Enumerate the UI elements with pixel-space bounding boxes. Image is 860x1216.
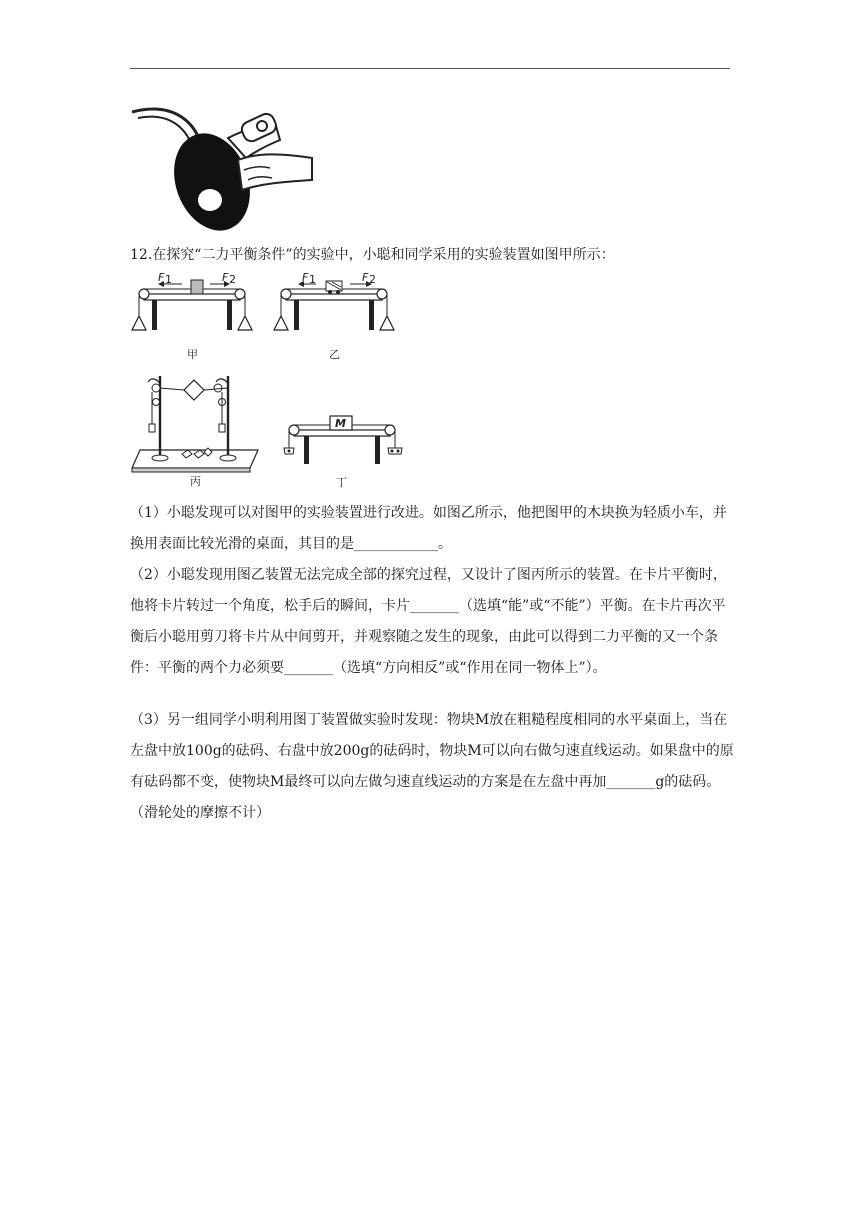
figure-ding: [282, 410, 404, 490]
hand-illustration: [130, 100, 320, 238]
figure-bing: [130, 370, 270, 488]
figure-label-ding: 丁: [336, 476, 347, 489]
figure-yi: [272, 272, 402, 364]
figure-jia: [130, 272, 260, 364]
f2-subscript: 2: [229, 273, 236, 286]
f2-label: F: [362, 272, 369, 284]
question-part-3: （3）另一组同学小明利用图丁装置做实验时发现：物块M放在粗糙程度相同的水平桌面上，当在左盘中放100g的砝码、右盘中放200g的砝码时，物块M可以向右做匀速直线运动。如果盘中的原有砝码都不变，使物块M最终可以向左做匀速直线运动的方案是在左盘中再加_______g的砝码。（滑轮处的摩擦不计）: [130, 712, 734, 821]
f1-label: F: [302, 272, 309, 284]
f2-subscript: 2: [369, 273, 376, 286]
figure-label-bing: 丙: [190, 475, 201, 488]
f1-subscript: 1: [309, 273, 316, 286]
figure-label-yi: 乙: [329, 348, 340, 361]
figure-label-jia: 甲: [187, 348, 198, 361]
question-part-2: （2）小聪发现用图乙装置无法完成全部的探究过程，又设计了图丙所示的装置。在卡片平衡时，他将卡片转过一个角度，松手后的瞬间，卡片_______（选填“能”或“不能”）平衡。在卡片再次平衡后小聪用剪刀将卡片从中间剪开，并观察随之发生的现象，由此可以得到二力平衡的又一个条件：平衡的两个力必须要_______（选填“方向相反”或“作用在同一物体上”）。: [130, 567, 727, 676]
block-m-label: M: [335, 417, 346, 430]
question-prompt: 12.在探究“二力平衡条件”的实验中，小聪和同学采用的实验装置如图甲所示：: [130, 247, 615, 263]
header-rule: [130, 68, 730, 69]
f2-label: F: [222, 272, 229, 284]
question-part-1: （1）小聪发现可以对图甲的实验装置进行改进。如图乙所示，他把图甲的木块换为轻质小车，并换用表面比较光滑的桌面，其目的是____________。: [130, 505, 727, 552]
f1-subscript: 1: [165, 273, 172, 286]
f1-label: F: [158, 272, 165, 284]
